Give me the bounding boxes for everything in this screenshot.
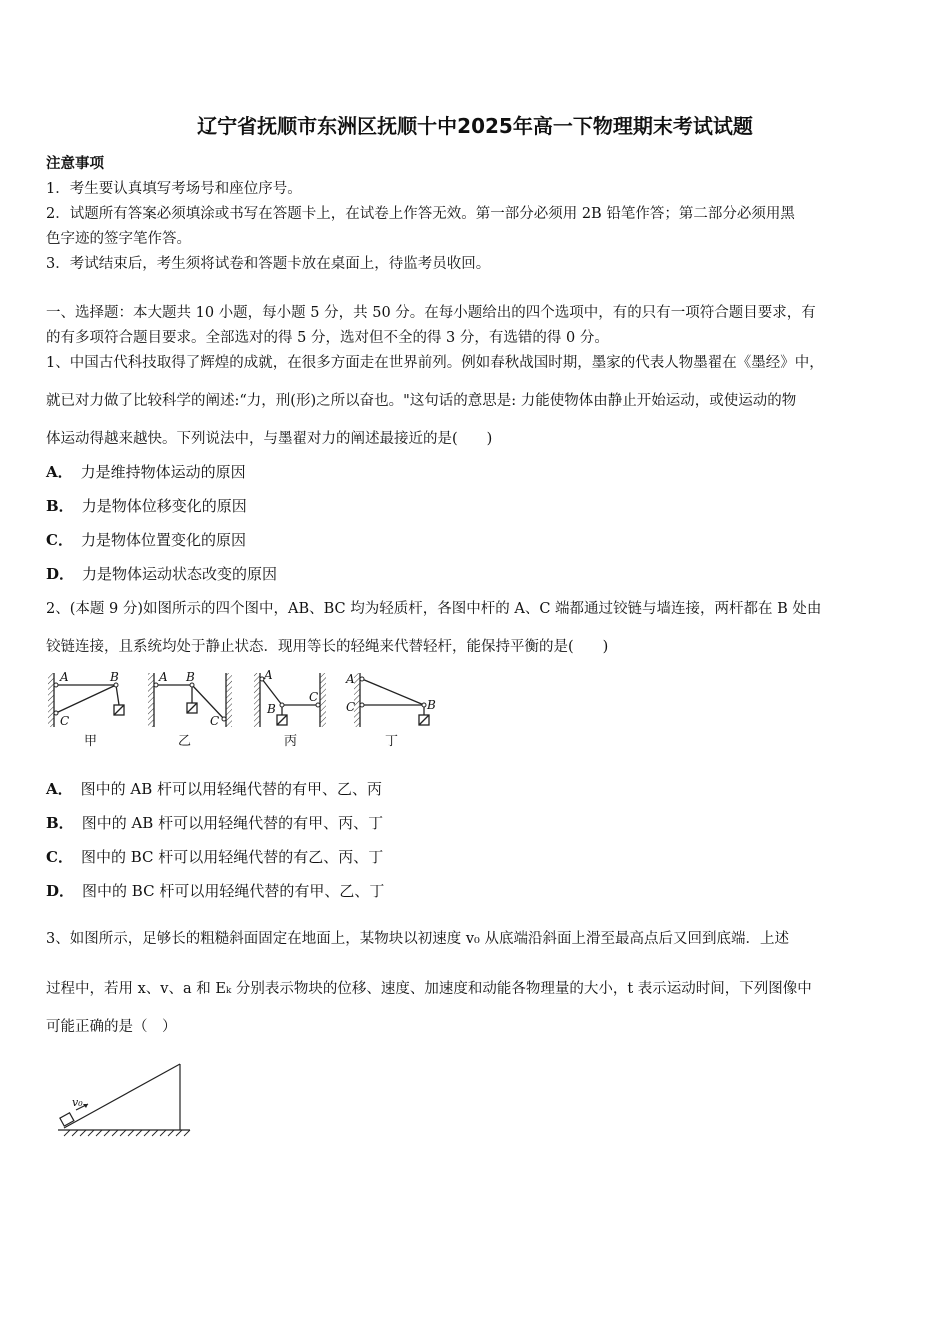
q2-stem: 2、(本题 9 分)如图所示的四个图中，AB、BC 均为轻质杆，各图中杆的 A、C 端都通过铰链与墙连接，两杆都在 B 处由 (46, 601, 822, 617)
incline-figure (56, 1060, 196, 1140)
label-b: B (267, 702, 276, 716)
notice-item: 2．试题所有答案必须填涂或书写在答题卡上，在试卷上作答无效。第一部分必须用 2B 铅笔作答；第二部分必须用黑 (46, 206, 795, 222)
figure-caption: 甲 (84, 734, 98, 749)
label-b: B (427, 698, 436, 712)
option-letter: A． (46, 463, 73, 481)
option-text: 力是物体运动状态改变的原因 (82, 565, 278, 583)
option-text: 力是物体位移变化的原因 (81, 497, 247, 515)
figure-caption: 乙 (178, 734, 192, 749)
q1-option-d[interactable] (46, 563, 277, 584)
q3-stem: 可能正确的是（ ） (46, 1019, 177, 1035)
label-a: A (60, 670, 69, 684)
label-a: A (264, 668, 273, 682)
figure-caption: 丙 (284, 734, 298, 749)
label-c: C (60, 714, 70, 728)
option-letter: C． (46, 531, 73, 549)
notice-item: 1．考生要认真填写考场号和座位序号。 (46, 181, 302, 197)
q2-figure (44, 665, 444, 750)
figure-caption: 丁 (385, 734, 399, 749)
option-text: 图中的 BC 杆可以用轻绳代替的有甲、乙、丁 (82, 882, 385, 900)
page-title: 辽宁省抚顺市东洲区抚顺十中2025年高一下物理期末考试试题 (197, 114, 753, 138)
option-letter: C． (46, 848, 73, 866)
label-a: A (346, 672, 355, 686)
q1-stem: 就已对力做了比较科学的阐述:“力，刑(形)之所以奋也。"这句话的意思是: 力能使物体由静止开始运动，或使运动的物 (46, 393, 797, 409)
label-b: B (186, 670, 195, 684)
q1-stem: 体运动得越来越快。下列说法中，与墨翟对力的阐述最接近的是( ) (46, 431, 493, 447)
v0-label: v₀ (72, 1096, 83, 1109)
q2-option-a[interactable] (46, 778, 382, 799)
label-c: C (346, 700, 356, 714)
q3-stem: 3、如图所示，足够长的粗糙斜面固定在地面上，某物块以初速度 v₀ 从底端沿斜面上滑至最高点后又回到底端．上述 (46, 931, 789, 947)
q1-option-a[interactable] (46, 461, 246, 482)
notice-item: 色字迹的签字笔作答。 (46, 231, 191, 247)
option-text: 图中的 AB 杆可以用轻绳代替的有甲、丙、丁 (81, 814, 384, 832)
q2-option-c[interactable] (46, 846, 383, 867)
q1-option-c[interactable] (46, 529, 246, 550)
notice-item: 3．考试结束后，考生须将试卷和答题卡放在桌面上，待监考员收回。 (46, 256, 491, 272)
option-text: 力是物体位置变化的原因 (80, 531, 246, 549)
section-instructions: 一、选择题：本大题共 10 小题，每小题 5 分，共 50 分。在每小题给出的四个选项中，有的只有一项符合题目要求，有 (46, 305, 816, 321)
q2-option-b[interactable] (46, 812, 383, 833)
q1-option-b[interactable] (46, 495, 247, 516)
option-text: 图中的 BC 杆可以用轻绳代替的有乙、丙、丁 (80, 848, 384, 866)
q2-option-d[interactable] (46, 880, 384, 901)
q3-stem: 过程中，若用 x、v、a 和 Eₖ 分别表示物块的位移、速度、加速度和动能各物理量的大小，t 表示运动时间，下列图像中 (46, 981, 812, 997)
label-a: A (159, 670, 168, 684)
option-letter: B． (46, 497, 74, 515)
label-b: B (110, 670, 119, 684)
option-text: 图中的 AB 杆可以用轻绳代替的有甲、乙、丙 (80, 780, 383, 798)
label-c: C (210, 714, 220, 728)
option-letter: D． (46, 882, 75, 900)
option-letter: A． (46, 780, 73, 798)
q2-stem: 铰链连接，且系统均处于静止状态．现用等长的轻绳来代替轻杆，能保持平衡的是( ) (46, 639, 609, 655)
option-letter: D． (46, 565, 75, 583)
section-instructions: 的有多项符合题目要求。全部选对的得 5 分，选对但不全的得 3 分，有选错的得 0 分。 (46, 330, 609, 346)
option-text: 力是维持物体运动的原因 (80, 463, 246, 481)
notice-heading: 注意事项 (46, 155, 104, 172)
q1-stem: 1、中国古代科技取得了辉煌的成就，在很多方面走在世界前列。例如春秋战国时期，墨家的代表人物墨翟在《墨经》中， (46, 355, 824, 371)
label-c: C (309, 690, 319, 704)
option-letter: B． (46, 814, 74, 832)
